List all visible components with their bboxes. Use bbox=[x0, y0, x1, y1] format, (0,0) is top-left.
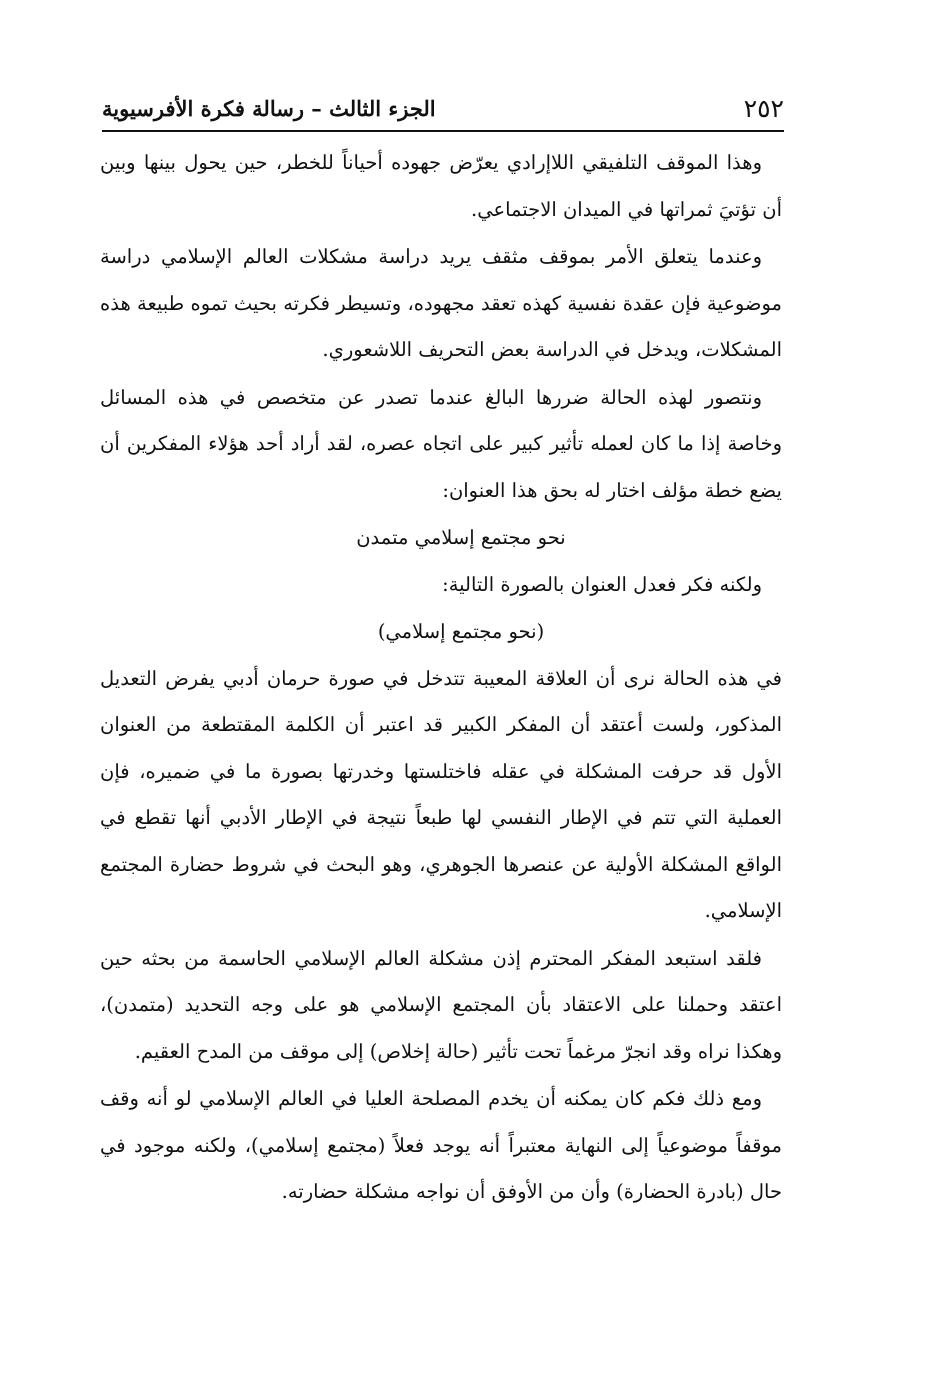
paragraph-4: ولكنه فكر فعدل العنوان بالصورة التالية: bbox=[442, 572, 762, 596]
running-header bbox=[102, 88, 784, 132]
paragraph-2: وعندما يتعلق الأمر بموقف مثقف يريد دراسة مشكلات العالم الإسلامي دراسة موضوعية فإن عقدة نفسية كهذه تعقد مجهوده، وتسيطر فكرته بحيث تموه طبيعة هذه المشكلات، ويدخل في الدراسة بعض التحريف اللاشعوري. bbox=[100, 245, 782, 361]
page-number: ٢٥٢ bbox=[743, 94, 784, 123]
paragraph-7: ومع ذلك فكم كان يمكنه أن يخدم المصلحة العليا في العالم الإسلامي لو أنه وقف موقفاً موضوعياً إلى النهاية معتبراً أنه يوجد فعلاً (مجتمع إسلامي)، ولكنه موجود في حال (بادرة الحضارة) وأن من الأوفق أن نواجه مشكلة حضارته. bbox=[100, 1087, 782, 1203]
original-title-quote: نحو مجتمع إسلامي متمدن bbox=[356, 526, 566, 549]
paragraph-3: ونتصور لهذه الحالة ضررها البالغ عندما تصدر عن متخصص في هذه المسائل وخاصة إذا ما كان لعمله تأثير كبير على اتجاه عصره، لقد أراد أحد هؤلاء المفكرين أن يضع خطة مؤلف اختار له بحق هذا العنوان: bbox=[100, 385, 782, 502]
paragraph-1: وهذا الموقف التلفيقي اللاإرادي يعرّض جهوده أحياناً للخطر، حين يحول بينها وبين أن تؤتيَ ثمراتها في الميدان الاجتماعي. bbox=[100, 151, 782, 221]
running-title: الجزء الثالث – رسالة فكرة الأفرسيوية bbox=[102, 96, 436, 121]
paragraph-6: فلقد استبعد المفكر المحترم إذن مشكلة العالم الإسلامي الحاسمة من بحثه حين اعتقد وحملنا على الاعتقاد بأن المجتمع الإسلامي هو على وجه التحديد (متمدن)، وهكذا نراه وقد انجرّ مرغماً تحت تأثير (حالة إخلاص) إلى موقف من المدح العقيم. bbox=[100, 946, 782, 1063]
paragraph-5: في هذه الحالة نرى أن العلاقة المعيبة تتدخل في صورة حرمان أدبي يفرض التعديل المذكور، ولست أعتقد أن المفكر الكبير قد اعتبر أن الكلمة المقتطعة من العنوان الأول قد حرفت المشكلة في عقله فاختلستها وخدرتها بصورة ما في ضميره، فإن العملية التي تتم في الإطار النفسي لها طبعاً نتيجة في الإطار الأدبي أنها تقطع في الواقع المشكلة الأولية عن عنصرها الجوهري، وهو البحث في شروط حضارة المجتمع الإسلامي. bbox=[100, 666, 782, 922]
body-text bbox=[100, 140, 782, 1217]
revised-title-quote: (نحو مجتمع إسلامي) bbox=[377, 620, 545, 643]
